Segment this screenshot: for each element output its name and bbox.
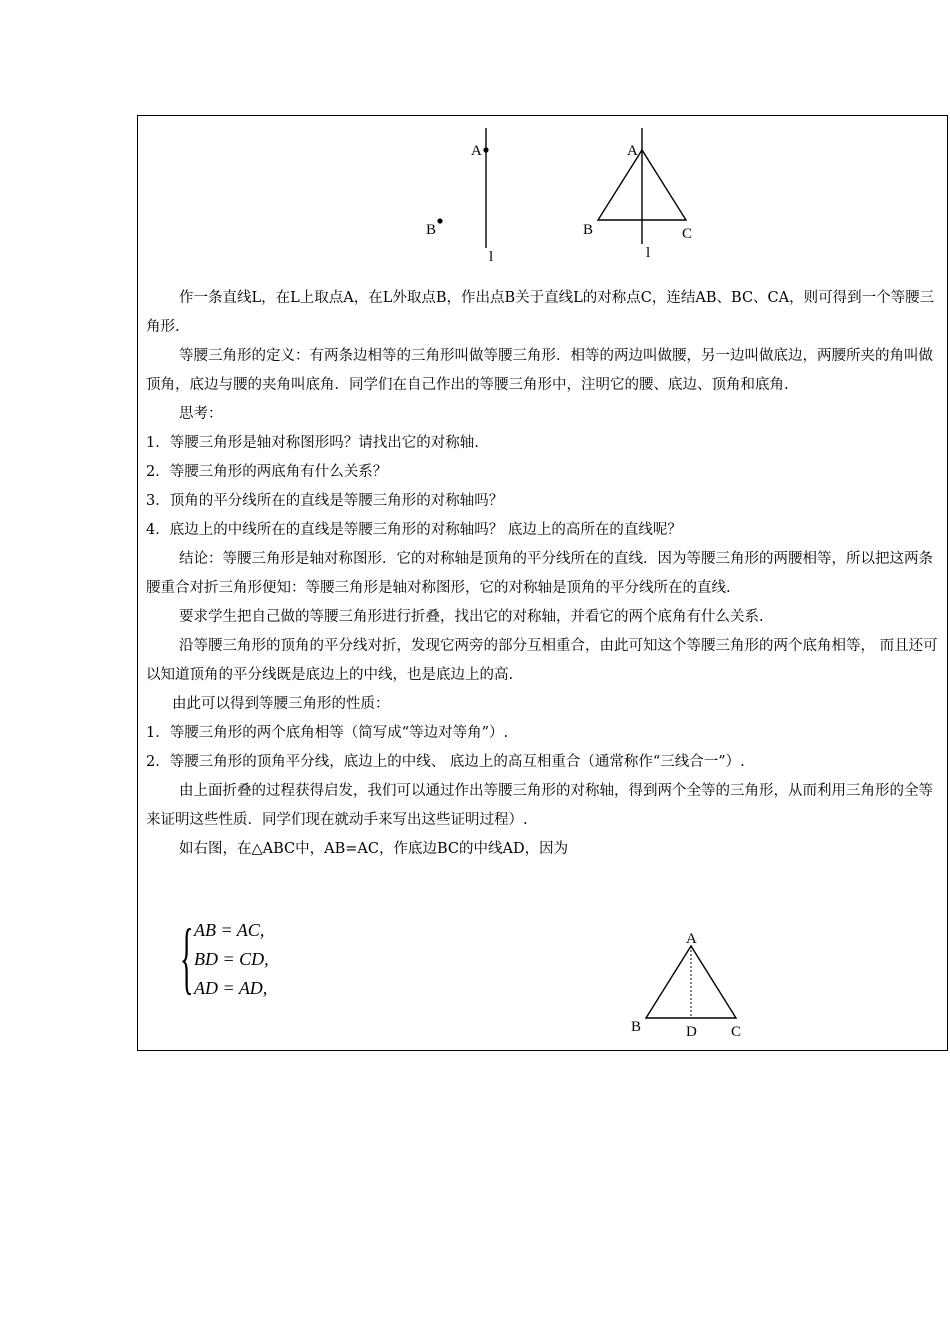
question-1: 1．等腰三角形是轴对称图形吗？请找出它的对称轴. bbox=[146, 435, 479, 451]
equation-1: AB = AC, bbox=[194, 920, 265, 940]
label-b: B bbox=[583, 222, 594, 238]
paragraph-properties-intro: 由此可以得到等腰三角形的性质： bbox=[172, 696, 390, 712]
label-a: A bbox=[627, 143, 638, 159]
paragraph-definition: 等腰三角形的定义：有两条边相等的三角形叫做等腰三角形．相等的两边叫做腰，另一边叫做底边，两腰所夹的角叫做顶角，底边与腰的夹角叫底角．同学们在自己作出的等腰三角形中，注明它的腰、底边、顶角和底角. bbox=[146, 348, 933, 393]
question-3: 3．顶角的平分线所在的直线是等腰三角形的对称轴吗？ bbox=[146, 493, 504, 509]
figure-line-point bbox=[420, 120, 530, 270]
label-d: D bbox=[686, 1024, 697, 1040]
left-brace: { bbox=[180, 914, 194, 1002]
label-c: C bbox=[731, 1024, 742, 1040]
label-l: l bbox=[646, 245, 651, 261]
label-a: A bbox=[686, 931, 697, 947]
label-a: A bbox=[471, 143, 482, 159]
paragraph-construction: 作一条直线L，在L上取点A，在L外取点B，作出点B关于直线L的对称点C，连结AB、BC、CA，则可得到一个等腰三角形. bbox=[146, 290, 935, 335]
paragraph-proof-hint: 由上面折叠的过程获得启发，我们可以通过作出等腰三角形的对称轴，得到两个全等的三角形，从而利用三角形的全等来证明这些性质．同学们现在就动手来写出这些证明过程）. bbox=[146, 783, 933, 828]
point-a bbox=[483, 147, 488, 152]
question-2: 2．等腰三角形的两底角有什么关系？ bbox=[146, 464, 388, 480]
property-2: 2．等腰三角形的顶角平分线，底边上的中线、 底边上的高互相重合（通常称作“三线合一”）. bbox=[146, 754, 745, 770]
label-b: B bbox=[426, 222, 437, 238]
property-1: 1．等腰三角形的两个底角相等（简写成“等边对等角”）. bbox=[146, 725, 509, 741]
paragraph-proof-start: 如右图，在△ABC中，AB=AC，作底边BC的中线AD，因为 bbox=[179, 841, 569, 857]
paragraph-conclusion: 结论：等腰三角形是轴对称图形．它的对称轴是顶角的平分线所在的直线．因为等腰三角形的两腰相等，所以把这两条腰重合对折三角形便知：等腰三角形是轴对称图形，它的对称轴是顶角的平分线所在的直线. bbox=[146, 551, 933, 596]
figure-triangle-median bbox=[625, 928, 755, 1043]
equation-3: AD = AD, bbox=[194, 978, 268, 998]
label-l: l bbox=[489, 249, 494, 265]
equation-system bbox=[180, 916, 269, 1003]
paragraph-fold-result: 沿等腰三角形的顶角的平分线对折，发现它两旁的部分互相重合，由此可知这个等腰三角形的两个底角相等， 而且还可以知道顶角的平分线既是底边上的中线，也是底边上的高. bbox=[146, 638, 938, 683]
paragraph-think: 思考： bbox=[179, 406, 223, 422]
label-c: C bbox=[682, 226, 693, 242]
point-b bbox=[437, 218, 442, 223]
figure-isosceles-axis bbox=[575, 120, 705, 270]
paragraph-fold-task: 要求学生把自己做的等腰三角形进行折叠，找出它的对称轴，并看它的两个底角有什么关系. bbox=[179, 609, 764, 625]
question-4: 4．底边上的中线所在的直线是等腰三角形的对称轴吗？ 底边上的高所在的直线呢？ bbox=[146, 522, 682, 538]
label-b: B bbox=[631, 1019, 642, 1035]
lesson-text bbox=[146, 284, 942, 864]
equation-2: BD = CD, bbox=[194, 949, 269, 969]
